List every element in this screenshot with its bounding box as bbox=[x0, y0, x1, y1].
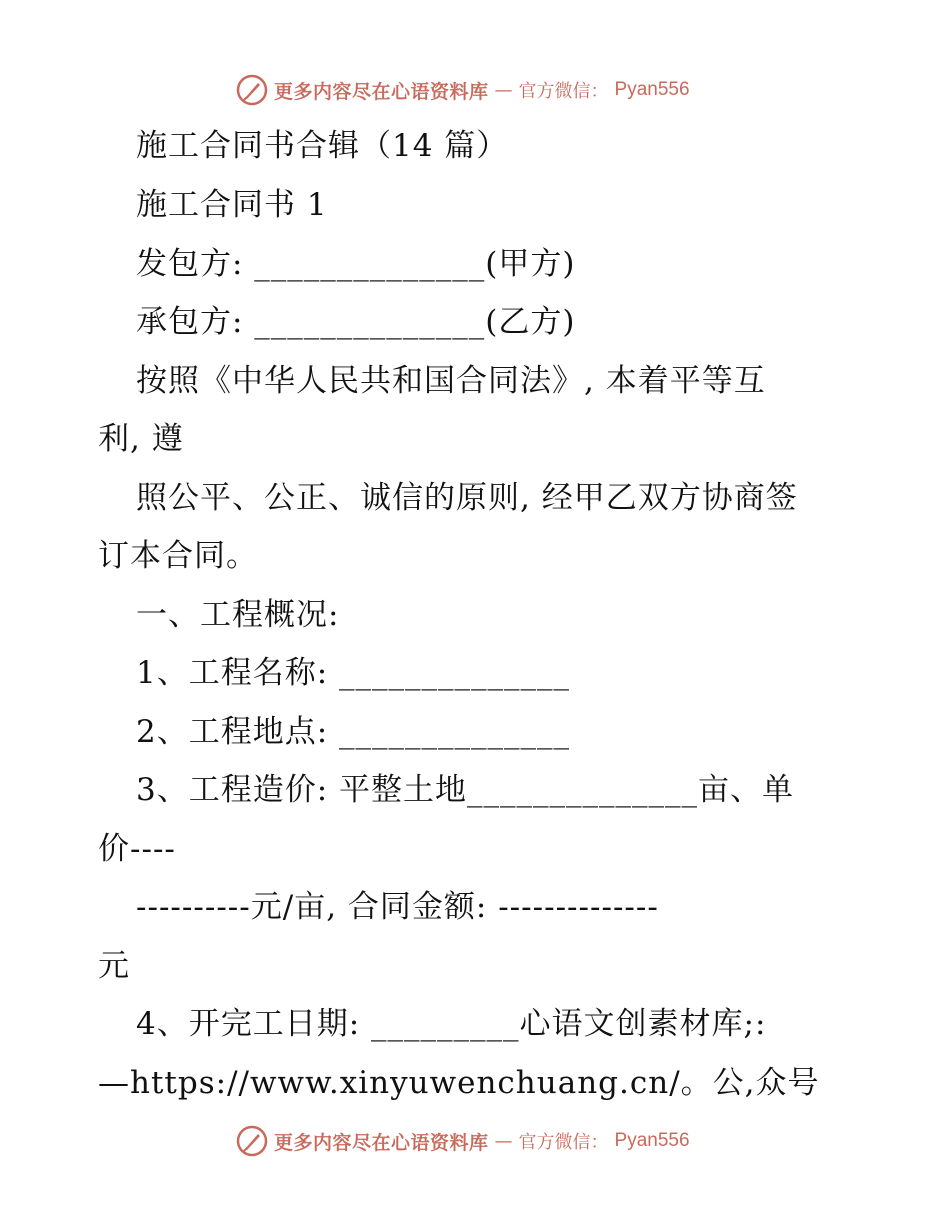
party-a-line: 发包方: ______________(甲方) bbox=[136, 246, 576, 282]
watermark-separator: — bbox=[494, 79, 513, 101]
list-item-continuation: ----------元/亩, 合同金额: -------------- bbox=[136, 889, 659, 925]
body-paragraph-line: 按照《中华人民共和国合同法》, 本着平等互 bbox=[136, 363, 766, 399]
watermark-contact-label: 官方微信： bbox=[518, 81, 609, 102]
party-b-line: 承包方: ______________(乙方) bbox=[136, 304, 576, 340]
quill-pen-logo-icon bbox=[236, 1125, 268, 1157]
body-paragraph-line: 利, 遵 bbox=[98, 421, 184, 457]
document-title: 施工合同书合辑（14 篇） bbox=[136, 128, 509, 164]
body-paragraph-line: 订本合同。 bbox=[98, 538, 258, 574]
list-item: 3、工程造价: 平整土地______________亩、单 bbox=[136, 772, 795, 808]
list-item-continuation: 价---- bbox=[98, 831, 176, 867]
section-heading: 一、工程概况: bbox=[136, 597, 340, 633]
list-item-continuation: —https://www.xinyuwenchuang.cn/。公,众号 bbox=[98, 1065, 820, 1101]
watermark-contact-id: Pyan556 bbox=[614, 79, 690, 100]
list-item: 4、开完工日期: _________心语文创素材库;: bbox=[136, 1006, 767, 1042]
footer-watermark bbox=[236, 1123, 690, 1159]
watermark-contact-id: Pyan556 bbox=[614, 1130, 690, 1151]
list-item-continuation: 元 bbox=[98, 948, 130, 984]
watermark-contact-label: 官方微信： bbox=[518, 1132, 609, 1153]
section-heading: 施工合同书 1 bbox=[136, 187, 328, 223]
quill-pen-logo-icon bbox=[236, 74, 268, 106]
body-paragraph-line: 照公平、公正、诚信的原则, 经甲乙双方协商签 bbox=[136, 480, 798, 516]
watermark-main-text: 更多内容尽在心语资料库 bbox=[274, 1131, 489, 1154]
header-watermark bbox=[236, 72, 690, 108]
list-item: 2、工程地点: ______________ bbox=[136, 714, 571, 750]
watermark-main-text: 更多内容尽在心语资料库 bbox=[274, 80, 489, 103]
list-item: 1、工程名称: ______________ bbox=[136, 655, 571, 691]
watermark-separator: — bbox=[494, 1130, 513, 1152]
